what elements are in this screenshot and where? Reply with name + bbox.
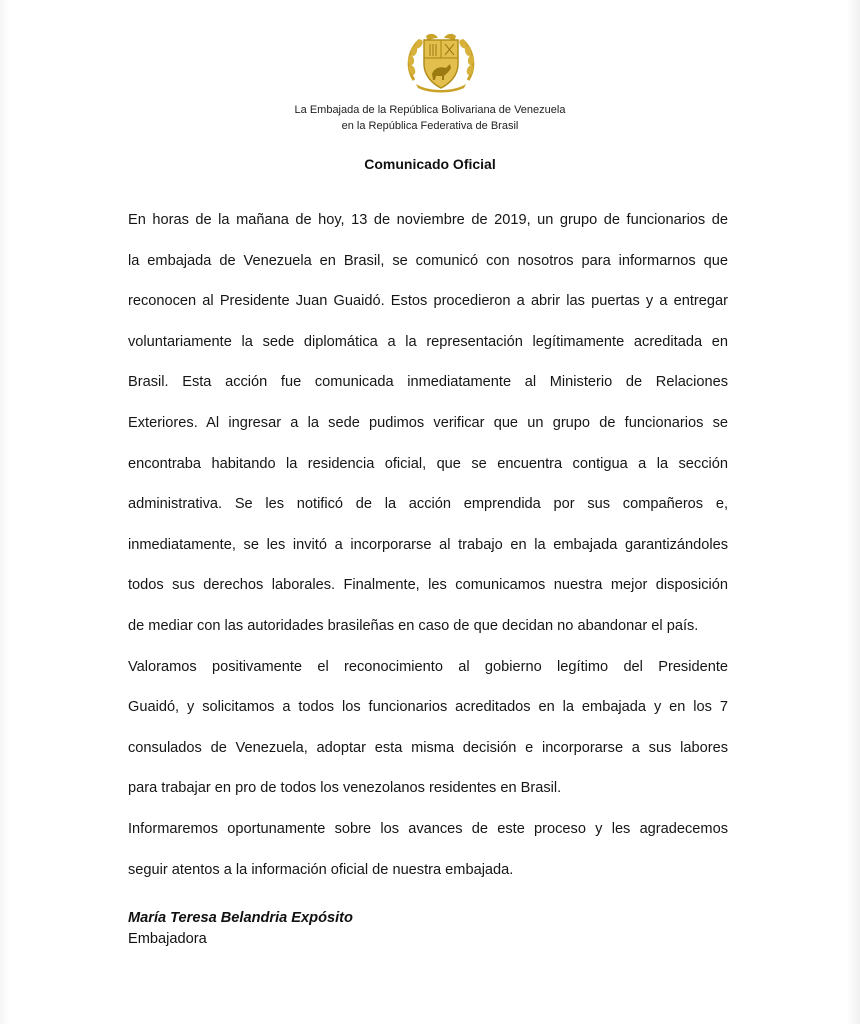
body-line: reconocen al Presidente Juan Guaidó. Estos procedieron a abrir las puertas y a entregar <box>128 293 728 310</box>
body-line: todos sus derechos laborales. Finalmente, les comunicamos nuestra mejor disposición <box>128 577 728 594</box>
body-line: Informaremos oportunamente sobre los avances de este proceso y les agradecemos <box>128 820 728 837</box>
body-line: inmediatamente, se les invitó a incorporarse al trabajo en la embajada garantizándoles <box>128 536 728 553</box>
embassy-header-line-1: La Embajada de la República Bolivariana de Venezuela <box>294 104 566 116</box>
body-line: Guaidó, y solicitamos a todos los funcionarios acreditados en la embajada y en los 7 <box>128 699 728 716</box>
body-line: para trabajar en pro de todos los venezolanos residentes en Brasil. <box>128 780 562 797</box>
body-line: Exteriores. Al ingresar a la sede pudimos verificar que un grupo de funcionarios se <box>128 414 728 431</box>
signatory-role: Embajadora <box>128 931 207 947</box>
page-edge-shadow-left <box>0 0 10 1024</box>
document-title: Comunicado Oficial <box>364 156 496 172</box>
body-line: En horas de la mañana de hoy, 13 de noviembre de 2019, un grupo de funcionarios de <box>128 212 728 228</box>
body-line: Valoramos positivamente el reconocimiento al gobierno legítimo del Presidente <box>128 658 728 675</box>
body-line: de mediar con las autoridades brasileñas en caso de que decidan no abandonar el país. <box>128 617 699 634</box>
page-edge-shadow-right <box>846 0 860 1024</box>
venezuela-coat-of-arms-icon <box>404 30 478 94</box>
body-line: la embajada de Venezuela en Brasil, se comunicó con nosotros para informarnos que <box>128 252 728 269</box>
signatory-name: María Teresa Belandria Expósito <box>128 910 353 926</box>
body-line: Brasil. Esta acción fue comunicada inmediatamente al Ministerio de Relaciones <box>128 374 728 391</box>
body-line: encontraba habitando la residencia oficial, que se encuentra contigua a la sección <box>128 455 728 472</box>
body-line: seguir atentos a la información oficial de nuestra embajada. <box>128 861 514 878</box>
body-line: consulados de Venezuela, adoptar esta misma decisión e incorporarse a sus labores <box>128 739 728 756</box>
body-line: voluntariamente la sede diplomática a la representación legítimamente acreditada en <box>128 333 728 350</box>
document-body <box>128 200 728 890</box>
embassy-header <box>0 102 860 134</box>
embassy-header-line-2: en la República Federativa de Brasil <box>341 120 519 132</box>
body-line: administrativa. Se les notificó de la acción emprendida por sus compañeros e, <box>128 496 728 513</box>
signature-block <box>128 908 353 950</box>
